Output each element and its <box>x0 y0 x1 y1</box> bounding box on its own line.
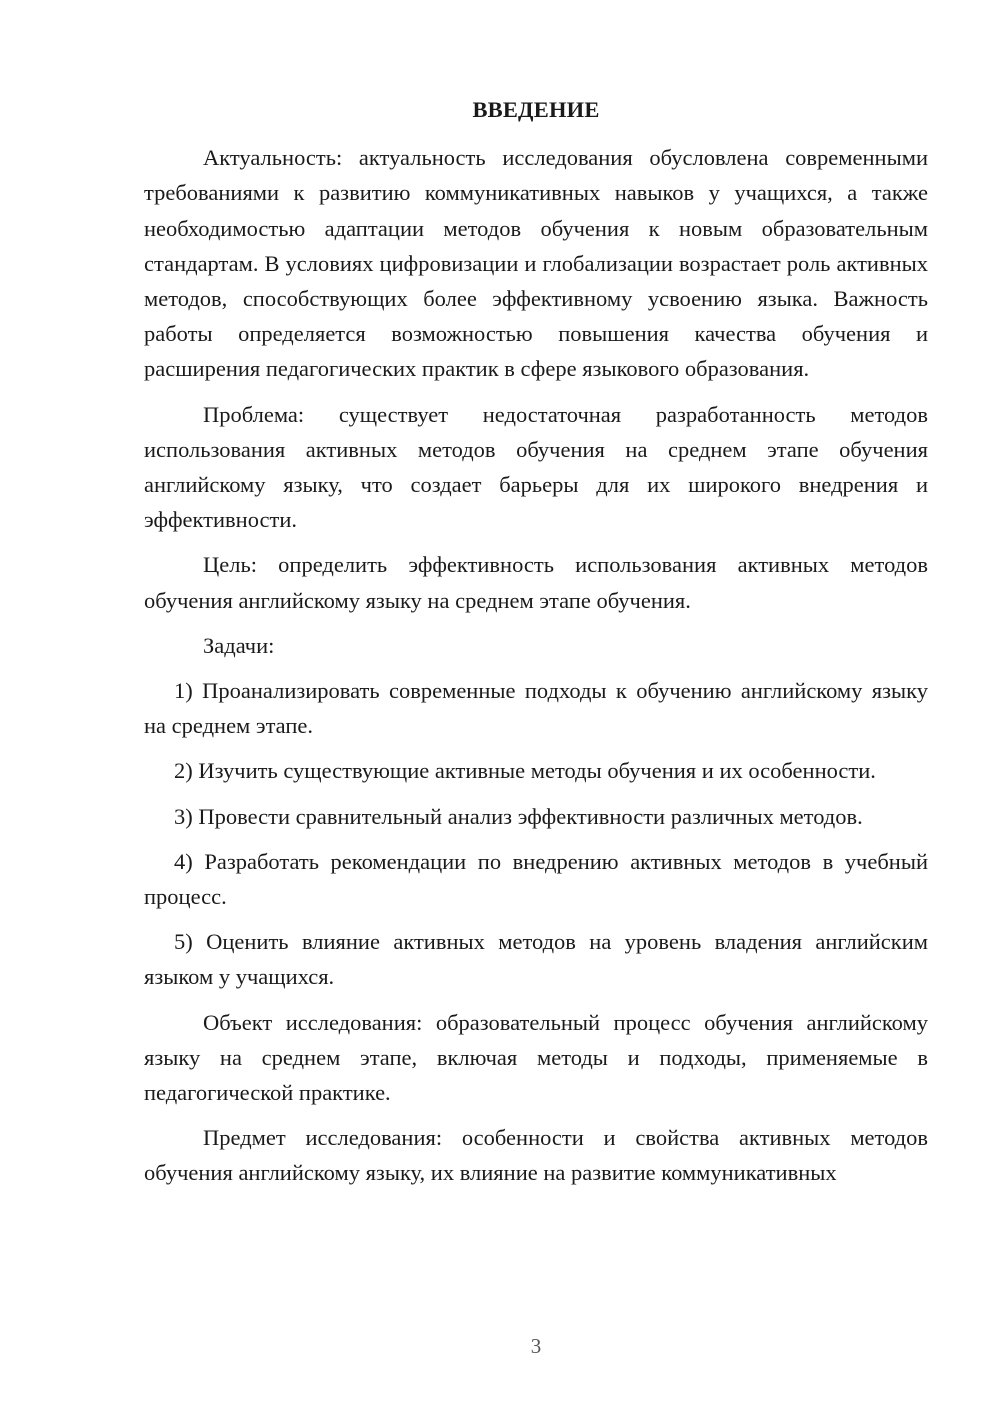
paragraph-relevance: Актуальность: актуальность исследования обусловлена современными требованиями к развитию коммуникативных навыков у учащихся, а также необходимостью адаптации методов обучения к новым образовательным стандартам. В условиях цифровизации и глобализации возрастает роль активных методов, способствующих более эффективному усвоению языка. Важность работы определяется возможностью повышения качества обучения и расширения педагогических практик в сфере языкового образования. <box>144 145 928 382</box>
tasks-list <box>144 673 928 995</box>
list-item: 3) Провести сравнительный анализ эффективности различных методов. <box>174 803 863 829</box>
paragraph-subject: Предмет исследования: особенности и свойства активных методов обучения английскому языку, их влияние на развитие коммуникативных <box>144 1125 928 1186</box>
paragraph-object: Объект исследования: образовательный процесс обучения английскому языку на среднем этапе, включая методы и подходы, применяемые в педагогической практике. <box>144 1009 928 1106</box>
list-item: 2) Изучить существующие активные методы обучения и их особенности. <box>174 758 876 784</box>
page-title: ВВЕДЕНИЕ <box>472 97 600 122</box>
page-content <box>144 92 928 1201</box>
list-item: 4) Разработать рекомендации по внедрению активных методов в учебный процесс. <box>144 848 928 910</box>
paragraph-tasks-heading: Задачи: <box>203 632 275 658</box>
paragraph-problem: Проблема: существует недостаточная разработанность методов использования активных методов обучения на среднем этапе обучения английскому языку, что создает барьеры для их широкого внедрения и эффективности. <box>144 401 928 533</box>
paragraph-goal: Цель: определить эффективность использования активных методов обучения английскому языку на среднем этапе обучения. <box>144 552 928 613</box>
list-item: 5) Оценить влияние активных методов на уровень владения английским языком у учащихся. <box>144 929 928 990</box>
page-number: 3 <box>530 1334 542 1358</box>
list-item: 1) Проанализировать современные подходы к обучению английскому языку на среднем этапе. <box>144 678 928 739</box>
